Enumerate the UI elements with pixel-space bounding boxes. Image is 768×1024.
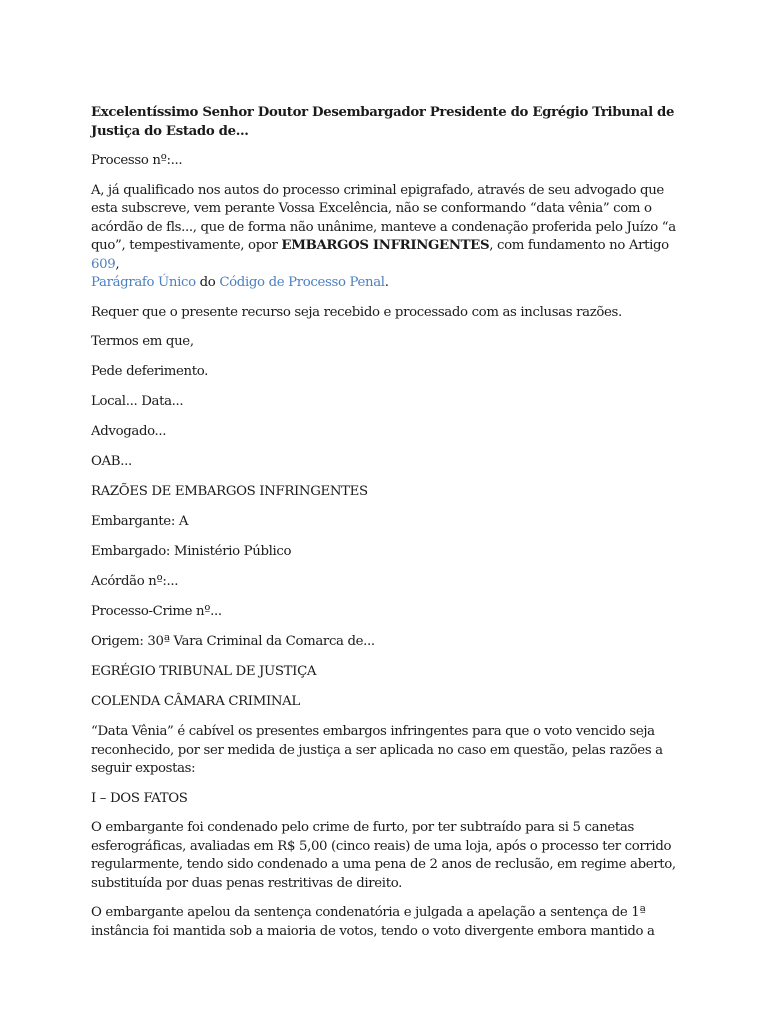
requer-paragraph: Requer que o presente recurso seja recebido e processado com as inclusas razões. [91,304,622,320]
embargos-bold: EMBARGOS INFRINGENTES [281,238,490,253]
local-line: Local... Data... [91,394,184,409]
razoes-heading: RAZÕES DE EMBARGOS INFRINGENTES [91,484,368,499]
document-title: Excelentíssimo Senhor Doutor Desembargador Presidente do Egrégio Tribunal de Justiça do Estado de... [91,105,675,139]
termos-line: Termos em que, [91,334,194,349]
dos-fatos-heading: I – DOS FATOS [91,790,188,806]
egregio-heading: EGRÉGIO TRIBUNAL DE JUSTIÇA [91,664,317,679]
link-codigo-processo-penal[interactable]: Código de Processo Penal [219,275,385,290]
document-body [91,104,683,952]
processo-line: Processo nº:... [91,153,183,168]
intro-end: . [384,275,389,290]
oab-line: OAB... [91,454,132,469]
data-venia-paragraph: “Data Vênia” é cabível os presentes embargos infringentes para que o voto vencido seja reconhecido, por ser medida de justiça a ser aplicada no caso em questão, pelas razões a seguir expostas: [91,724,663,776]
fatos-paragraph-1: O embargante foi condenado pelo crime de furto, por ter subtraído para si 5 canetas esferográficas, avaliadas em R$ 5,00 (cinco reais) de uma loja, após o processo ter corrido regularmente, tendo sido condenado a uma pena de 2 anos de reclusão, em regime aberto, substituída por duas penas restritivas de direito. [91,820,676,891]
intro-text-1: A, já qualificado nos autos do processo criminal epigrafado, através de seu advogado que esta subscreve, vem perante Vossa Excelência, não se conformando “data vênia” com o acórdão de fls..., que de forma não unânime, manteve a condenação proferida pelo Juízo “a quo”, tempestivamente, opor [91,182,676,253]
embargante-line: Embargante: A [91,514,189,529]
embargado-line: Embargado: Ministério Público [91,544,292,559]
intro-text-2: , com fundamento no Artigo [489,238,669,253]
acordao-line: Acórdão nº:... [91,574,179,589]
intro-sep-1: , [115,256,120,272]
advogado-line: Advogado... [91,424,167,439]
link-paragrafo-unico[interactable]: Parágrafo Único [91,275,196,290]
processo-crime-line: Processo-Crime nº... [91,604,222,619]
intro-sep-2: do [195,275,220,290]
colenda-heading: COLENDA CÂMARA CRIMINAL [91,694,300,709]
origem-line: Origem: 30ª Vara Criminal da Comarca de... [91,634,375,649]
pede-line: Pede deferimento. [91,364,209,379]
fatos-paragraph-2: O embargante apelou da sentença condenatória e julgada a apelação a sentença de 1ª instância foi mantida sob a maioria de votos, tendo o voto divergente embora mantido a [91,905,655,939]
link-artigo-609[interactable]: 609 [91,256,116,272]
intro-paragraph [91,182,683,293]
